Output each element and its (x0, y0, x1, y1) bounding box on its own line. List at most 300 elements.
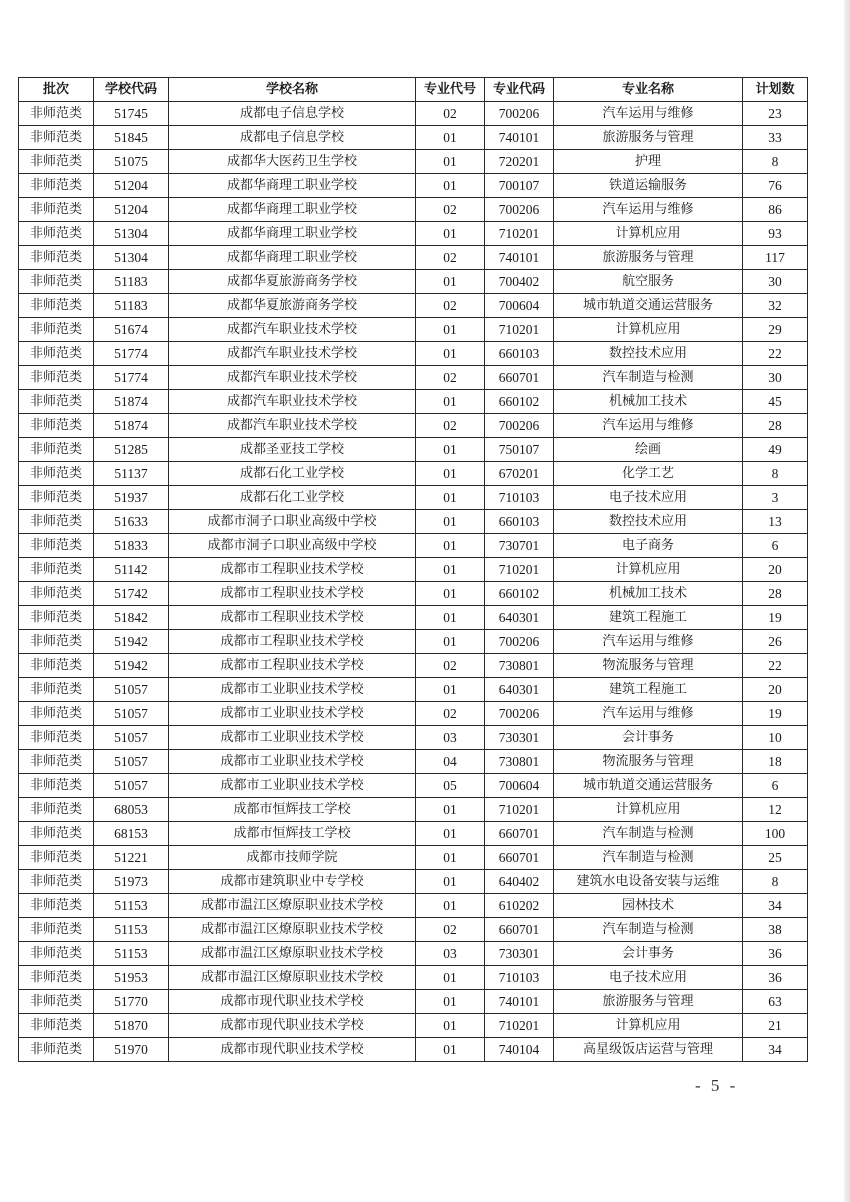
school-name-cell: 成都市工程职业技术学校 (169, 558, 416, 582)
table-row (19, 486, 808, 510)
plan-count-cell: 100 (743, 822, 808, 846)
major-code-cell: 700402 (485, 270, 554, 294)
school-code-cell: 51942 (94, 654, 169, 678)
major-number-cell: 02 (416, 198, 485, 222)
school-code-cell: 51942 (94, 630, 169, 654)
school-code-cell: 68053 (94, 798, 169, 822)
major-name-cell: 机械加工技术 (554, 582, 743, 606)
plan-count-cell: 22 (743, 654, 808, 678)
plan-count-cell: 20 (743, 678, 808, 702)
plan-count-cell: 33 (743, 126, 808, 150)
batch-cell: 非师范类 (19, 630, 94, 654)
table-row (19, 726, 808, 750)
school-name-cell: 成都石化工业学校 (169, 462, 416, 486)
school-code-cell: 51221 (94, 846, 169, 870)
major-number-cell: 01 (416, 558, 485, 582)
school-name-cell: 成都市工业职业技术学校 (169, 678, 416, 702)
major-code-cell: 660701 (485, 846, 554, 870)
batch-cell: 非师范类 (19, 990, 94, 1014)
batch-cell: 非师范类 (19, 366, 94, 390)
major-number-cell: 01 (416, 582, 485, 606)
major-code-cell: 710201 (485, 222, 554, 246)
major-code-cell: 660701 (485, 366, 554, 390)
school-code-cell: 51633 (94, 510, 169, 534)
major-code-cell: 740101 (485, 126, 554, 150)
major-number-cell: 01 (416, 798, 485, 822)
table-row (19, 366, 808, 390)
table-row (19, 630, 808, 654)
plan-count-cell: 76 (743, 174, 808, 198)
major-name-cell: 计算机应用 (554, 222, 743, 246)
table-row (19, 510, 808, 534)
major-code-cell: 670201 (485, 462, 554, 486)
major-name-cell: 汽车制造与检测 (554, 822, 743, 846)
school-name-cell: 成都市温江区燎原职业技术学校 (169, 942, 416, 966)
page-edge-shadow (844, 0, 850, 1202)
school-code-cell: 51153 (94, 894, 169, 918)
major-number-cell: 01 (416, 678, 485, 702)
table-row (19, 1014, 808, 1038)
major-name-cell: 电子商务 (554, 534, 743, 558)
school-name-cell: 成都华商理工职业学校 (169, 198, 416, 222)
table-row (19, 654, 808, 678)
batch-cell: 非师范类 (19, 294, 94, 318)
header-batch: 批次 (19, 78, 94, 102)
school-name-cell: 成都汽车职业技术学校 (169, 342, 416, 366)
major-number-cell: 01 (416, 486, 485, 510)
school-code-cell: 51973 (94, 870, 169, 894)
batch-cell: 非师范类 (19, 198, 94, 222)
major-code-cell: 660102 (485, 390, 554, 414)
batch-cell: 非师范类 (19, 150, 94, 174)
major-name-cell: 旅游服务与管理 (554, 990, 743, 1014)
table-row (19, 174, 808, 198)
table-row (19, 606, 808, 630)
batch-cell: 非师范类 (19, 318, 94, 342)
plan-count-cell: 36 (743, 942, 808, 966)
major-name-cell: 数控技术应用 (554, 510, 743, 534)
major-name-cell: 电子技术应用 (554, 486, 743, 510)
school-name-cell: 成都市工业职业技术学校 (169, 750, 416, 774)
batch-cell: 非师范类 (19, 462, 94, 486)
plan-count-cell: 45 (743, 390, 808, 414)
major-code-cell: 710201 (485, 798, 554, 822)
table-row (19, 270, 808, 294)
table-row (19, 102, 808, 126)
major-name-cell: 化学工艺 (554, 462, 743, 486)
school-code-cell: 51742 (94, 582, 169, 606)
table-row (19, 414, 808, 438)
school-code-cell: 51845 (94, 126, 169, 150)
school-code-cell: 51770 (94, 990, 169, 1014)
major-code-cell: 660103 (485, 342, 554, 366)
school-name-cell: 成都市工程职业技术学校 (169, 630, 416, 654)
school-code-cell: 51137 (94, 462, 169, 486)
batch-cell: 非师范类 (19, 798, 94, 822)
major-number-cell: 01 (416, 870, 485, 894)
major-name-cell: 旅游服务与管理 (554, 126, 743, 150)
school-code-cell: 68153 (94, 822, 169, 846)
batch-cell: 非师范类 (19, 270, 94, 294)
table-row (19, 438, 808, 462)
table-row (19, 894, 808, 918)
major-code-cell: 700206 (485, 630, 554, 654)
major-name-cell: 计算机应用 (554, 798, 743, 822)
table-row (19, 126, 808, 150)
school-code-cell: 51057 (94, 750, 169, 774)
school-name-cell: 成都市现代职业技术学校 (169, 1014, 416, 1038)
major-name-cell: 汽车制造与检测 (554, 918, 743, 942)
major-code-cell: 710201 (485, 318, 554, 342)
school-name-cell: 成都市温江区燎原职业技术学校 (169, 966, 416, 990)
header-school-code: 学校代码 (94, 78, 169, 102)
major-name-cell: 汽车运用与维修 (554, 702, 743, 726)
major-number-cell: 01 (416, 846, 485, 870)
major-code-cell: 700206 (485, 102, 554, 126)
major-name-cell: 物流服务与管理 (554, 750, 743, 774)
major-code-cell: 710201 (485, 558, 554, 582)
table-row (19, 846, 808, 870)
major-number-cell: 01 (416, 174, 485, 198)
table-row (19, 558, 808, 582)
school-name-cell: 成都市洞子口职业高级中学校 (169, 510, 416, 534)
table-row (19, 702, 808, 726)
school-name-cell: 成都市工业职业技术学校 (169, 774, 416, 798)
major-code-cell: 640402 (485, 870, 554, 894)
table-row (19, 198, 808, 222)
table-row (19, 222, 808, 246)
major-name-cell: 旅游服务与管理 (554, 246, 743, 270)
major-code-cell: 710103 (485, 966, 554, 990)
major-name-cell: 汽车制造与检测 (554, 366, 743, 390)
major-code-cell: 740101 (485, 990, 554, 1014)
school-name-cell: 成都市工程职业技术学校 (169, 582, 416, 606)
major-number-cell: 01 (416, 534, 485, 558)
major-name-cell: 铁道运输服务 (554, 174, 743, 198)
plan-count-cell: 18 (743, 750, 808, 774)
major-number-cell: 01 (416, 342, 485, 366)
school-name-cell: 成都华商理工职业学校 (169, 174, 416, 198)
major-number-cell: 01 (416, 126, 485, 150)
table-header-row (19, 78, 808, 102)
major-name-cell: 城市轨道交通运营服务 (554, 774, 743, 798)
major-code-cell: 660102 (485, 582, 554, 606)
major-number-cell: 04 (416, 750, 485, 774)
school-code-cell: 51057 (94, 726, 169, 750)
school-code-cell: 51304 (94, 222, 169, 246)
major-code-cell: 750107 (485, 438, 554, 462)
plan-count-cell: 25 (743, 846, 808, 870)
school-code-cell: 51870 (94, 1014, 169, 1038)
major-code-cell: 700206 (485, 702, 554, 726)
major-name-cell: 城市轨道交通运营服务 (554, 294, 743, 318)
batch-cell: 非师范类 (19, 558, 94, 582)
major-code-cell: 640301 (485, 678, 554, 702)
major-number-cell: 02 (416, 294, 485, 318)
batch-cell: 非师范类 (19, 846, 94, 870)
school-code-cell: 51874 (94, 414, 169, 438)
batch-cell: 非师范类 (19, 678, 94, 702)
school-code-cell: 51057 (94, 678, 169, 702)
school-code-cell: 51874 (94, 390, 169, 414)
major-code-cell: 660103 (485, 510, 554, 534)
school-name-cell: 成都华商理工职业学校 (169, 222, 416, 246)
major-code-cell: 730701 (485, 534, 554, 558)
batch-cell: 非师范类 (19, 1038, 94, 1062)
major-number-cell: 02 (416, 366, 485, 390)
major-number-cell: 01 (416, 894, 485, 918)
header-major-name: 专业名称 (554, 78, 743, 102)
header-major-number: 专业代号 (416, 78, 485, 102)
table-row (19, 942, 808, 966)
table-row (19, 678, 808, 702)
batch-cell: 非师范类 (19, 222, 94, 246)
major-code-cell: 740104 (485, 1038, 554, 1062)
school-code-cell: 51142 (94, 558, 169, 582)
school-name-cell: 成都市建筑职业中专学校 (169, 870, 416, 894)
header-plan-count: 计划数 (743, 78, 808, 102)
major-code-cell: 700107 (485, 174, 554, 198)
school-name-cell: 成都圣亚技工学校 (169, 438, 416, 462)
school-code-cell: 51970 (94, 1038, 169, 1062)
batch-cell: 非师范类 (19, 510, 94, 534)
school-code-cell: 51057 (94, 774, 169, 798)
major-name-cell: 建筑工程施工 (554, 678, 743, 702)
table-row (19, 462, 808, 486)
batch-cell: 非师范类 (19, 654, 94, 678)
batch-cell: 非师范类 (19, 870, 94, 894)
school-name-cell: 成都汽车职业技术学校 (169, 414, 416, 438)
table-row (19, 246, 808, 270)
major-code-cell: 660701 (485, 822, 554, 846)
school-code-cell: 51183 (94, 294, 169, 318)
batch-cell: 非师范类 (19, 438, 94, 462)
major-name-cell: 护理 (554, 150, 743, 174)
table-row (19, 318, 808, 342)
major-number-cell: 01 (416, 606, 485, 630)
major-number-cell: 01 (416, 510, 485, 534)
major-code-cell: 730301 (485, 726, 554, 750)
major-name-cell: 汽车运用与维修 (554, 198, 743, 222)
plan-count-cell: 8 (743, 870, 808, 894)
plan-count-cell: 23 (743, 102, 808, 126)
major-name-cell: 机械加工技术 (554, 390, 743, 414)
major-code-cell: 710103 (485, 486, 554, 510)
school-name-cell: 成都市技师学院 (169, 846, 416, 870)
school-code-cell: 51953 (94, 966, 169, 990)
school-name-cell: 成都华大医药卫生学校 (169, 150, 416, 174)
plan-count-cell: 26 (743, 630, 808, 654)
batch-cell: 非师范类 (19, 702, 94, 726)
major-number-cell: 03 (416, 942, 485, 966)
table-row (19, 774, 808, 798)
major-name-cell: 会计事务 (554, 942, 743, 966)
batch-cell: 非师范类 (19, 822, 94, 846)
plan-count-cell: 28 (743, 582, 808, 606)
major-code-cell: 740101 (485, 246, 554, 270)
batch-cell: 非师范类 (19, 534, 94, 558)
major-number-cell: 01 (416, 390, 485, 414)
plan-count-cell: 93 (743, 222, 808, 246)
plan-count-cell: 21 (743, 1014, 808, 1038)
school-code-cell: 51833 (94, 534, 169, 558)
school-name-cell: 成都市工程职业技术学校 (169, 654, 416, 678)
major-name-cell: 数控技术应用 (554, 342, 743, 366)
school-code-cell: 51304 (94, 246, 169, 270)
batch-cell: 非师范类 (19, 102, 94, 126)
major-number-cell: 02 (416, 654, 485, 678)
major-code-cell: 730301 (485, 942, 554, 966)
school-name-cell: 成都华夏旅游商务学校 (169, 270, 416, 294)
batch-cell: 非师范类 (19, 174, 94, 198)
major-number-cell: 01 (416, 1038, 485, 1062)
school-code-cell: 51204 (94, 174, 169, 198)
table-row (19, 150, 808, 174)
school-code-cell: 51057 (94, 702, 169, 726)
table-row (19, 870, 808, 894)
plan-count-cell: 3 (743, 486, 808, 510)
plan-count-cell: 13 (743, 510, 808, 534)
major-code-cell: 730801 (485, 654, 554, 678)
school-name-cell: 成都汽车职业技术学校 (169, 390, 416, 414)
plan-count-cell: 86 (743, 198, 808, 222)
school-name-cell: 成都汽车职业技术学校 (169, 366, 416, 390)
plan-count-cell: 34 (743, 1038, 808, 1062)
plan-count-cell: 8 (743, 462, 808, 486)
major-number-cell: 01 (416, 1014, 485, 1038)
school-code-cell: 51674 (94, 318, 169, 342)
major-code-cell: 610202 (485, 894, 554, 918)
major-code-cell: 730801 (485, 750, 554, 774)
school-name-cell: 成都市温江区燎原职业技术学校 (169, 918, 416, 942)
plan-count-cell: 29 (743, 318, 808, 342)
batch-cell: 非师范类 (19, 414, 94, 438)
batch-cell: 非师范类 (19, 966, 94, 990)
table-row (19, 918, 808, 942)
school-name-cell: 成都市洞子口职业高级中学校 (169, 534, 416, 558)
major-code-cell: 700206 (485, 198, 554, 222)
plan-count-cell: 63 (743, 990, 808, 1014)
school-name-cell: 成都市工程职业技术学校 (169, 606, 416, 630)
major-number-cell: 03 (416, 726, 485, 750)
table-row (19, 966, 808, 990)
plan-count-cell: 6 (743, 774, 808, 798)
major-number-cell: 01 (416, 990, 485, 1014)
batch-cell: 非师范类 (19, 1014, 94, 1038)
major-name-cell: 建筑工程施工 (554, 606, 743, 630)
batch-cell: 非师范类 (19, 918, 94, 942)
school-code-cell: 51842 (94, 606, 169, 630)
major-name-cell: 物流服务与管理 (554, 654, 743, 678)
school-name-cell: 成都市工业职业技术学校 (169, 702, 416, 726)
major-number-cell: 01 (416, 150, 485, 174)
table-body (19, 102, 808, 1062)
major-number-cell: 01 (416, 438, 485, 462)
major-name-cell: 高星级饭店运营与管理 (554, 1038, 743, 1062)
batch-cell: 非师范类 (19, 342, 94, 366)
major-number-cell: 01 (416, 222, 485, 246)
major-name-cell: 计算机应用 (554, 1014, 743, 1038)
major-name-cell: 计算机应用 (554, 318, 743, 342)
table-row (19, 1038, 808, 1062)
major-number-cell: 01 (416, 630, 485, 654)
batch-cell: 非师范类 (19, 726, 94, 750)
plan-count-cell: 38 (743, 918, 808, 942)
plan-count-cell: 6 (743, 534, 808, 558)
batch-cell: 非师范类 (19, 126, 94, 150)
school-name-cell: 成都市恒辉技工学校 (169, 798, 416, 822)
school-name-cell: 成都市现代职业技术学校 (169, 1038, 416, 1062)
school-name-cell: 成都市现代职业技术学校 (169, 990, 416, 1014)
school-code-cell: 51153 (94, 918, 169, 942)
major-code-cell: 640301 (485, 606, 554, 630)
plan-count-cell: 30 (743, 366, 808, 390)
major-name-cell: 汽车制造与检测 (554, 846, 743, 870)
major-name-cell: 电子技术应用 (554, 966, 743, 990)
page-number: - 5 - (695, 1076, 739, 1095)
batch-cell: 非师范类 (19, 390, 94, 414)
school-code-cell: 51153 (94, 942, 169, 966)
school-code-cell: 51204 (94, 198, 169, 222)
header-school-name: 学校名称 (169, 78, 416, 102)
major-number-cell: 02 (416, 246, 485, 270)
plan-count-cell: 19 (743, 702, 808, 726)
table-row (19, 534, 808, 558)
admissions-plan-table (18, 77, 808, 1062)
batch-cell: 非师范类 (19, 486, 94, 510)
plan-count-cell: 36 (743, 966, 808, 990)
batch-cell: 非师范类 (19, 582, 94, 606)
school-name-cell: 成都市温江区燎原职业技术学校 (169, 894, 416, 918)
major-name-cell: 建筑水电设备安装与运维 (554, 870, 743, 894)
major-code-cell: 700604 (485, 774, 554, 798)
major-name-cell: 会计事务 (554, 726, 743, 750)
table-row (19, 342, 808, 366)
major-name-cell: 计算机应用 (554, 558, 743, 582)
school-code-cell: 51285 (94, 438, 169, 462)
school-name-cell: 成都石化工业学校 (169, 486, 416, 510)
school-name-cell: 成都电子信息学校 (169, 126, 416, 150)
major-code-cell: 720201 (485, 150, 554, 174)
major-code-cell: 710201 (485, 1014, 554, 1038)
table-row (19, 750, 808, 774)
major-name-cell: 航空服务 (554, 270, 743, 294)
school-code-cell: 51075 (94, 150, 169, 174)
batch-cell: 非师范类 (19, 246, 94, 270)
plan-count-cell: 30 (743, 270, 808, 294)
major-name-cell: 汽车运用与维修 (554, 630, 743, 654)
plan-count-cell: 28 (743, 414, 808, 438)
plan-count-cell: 22 (743, 342, 808, 366)
school-code-cell: 51745 (94, 102, 169, 126)
school-name-cell: 成都汽车职业技术学校 (169, 318, 416, 342)
major-name-cell: 汽车运用与维修 (554, 414, 743, 438)
major-number-cell: 02 (416, 102, 485, 126)
school-name-cell: 成都市工业职业技术学校 (169, 726, 416, 750)
batch-cell: 非师范类 (19, 774, 94, 798)
header-major-code: 专业代码 (485, 78, 554, 102)
plan-count-cell: 49 (743, 438, 808, 462)
major-code-cell: 700604 (485, 294, 554, 318)
batch-cell: 非师范类 (19, 894, 94, 918)
plan-count-cell: 32 (743, 294, 808, 318)
major-number-cell: 02 (416, 414, 485, 438)
major-number-cell: 01 (416, 822, 485, 846)
major-number-cell: 01 (416, 318, 485, 342)
plan-count-cell: 20 (743, 558, 808, 582)
school-name-cell: 成都市恒辉技工学校 (169, 822, 416, 846)
table-row (19, 798, 808, 822)
